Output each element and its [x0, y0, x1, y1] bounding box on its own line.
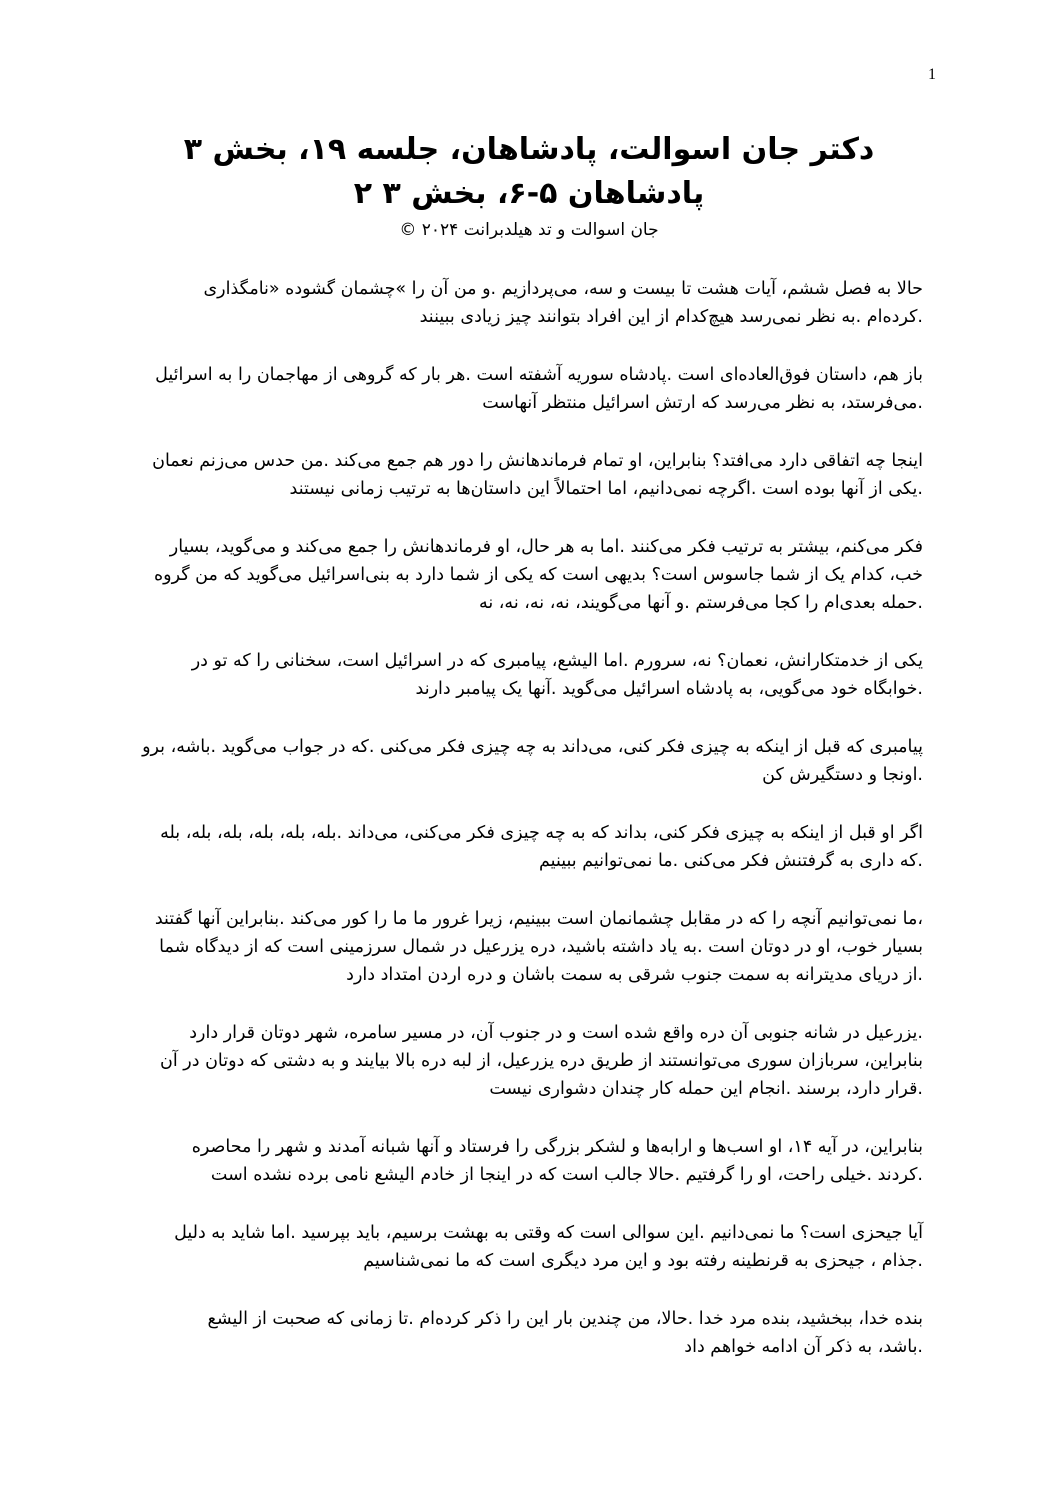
title-block: [0, 128, 1058, 244]
paragraph: [128, 819, 923, 875]
paragraph-line: .کرده‌ام .به نظر نمی‌رسد هیچ‌کدام از این افراد بتوانند چیز زیادی ببینند: [419, 307, 923, 327]
paragraph-line: اینجا چه اتفاقی دارد می‌افتد؟ بنابراین، او تمام فرماندهانش را دور هم جمع می‌کند .من حدس می‌زنم نعمان: [152, 451, 923, 471]
paragraph: [128, 447, 923, 503]
paragraph: [128, 733, 923, 789]
title-line-1: دکتر جان اسوالت، پادشاهان، جلسه ۱۹، بخش ۳: [183, 132, 875, 167]
paragraph-line: اگر او قبل از اینکه به چیزی فکر کنی، بداند که به چه چیزی فکر می‌کنی، می‌داند .بله، بله، بله، بله، بله، بله: [160, 823, 923, 843]
paragraph-line: .حمله بعدی‌ام را کجا می‌فرستم .و آنها می‌گویند، نه، نه، نه، نه: [478, 593, 923, 613]
paragraph-line: خب، کدام یک از شما جاسوس است؟ بدیهی است که یکی از شما دارد به بنی‌اسرائیل می‌گوید که من گروه: [153, 565, 923, 585]
paragraph-line: .یکی از آنها بوده است .اگرچه نمی‌دانیم، اما احتمالاً این داستان‌ها به ترتیب زمانی نیستند: [289, 479, 923, 499]
paragraph-line: .اونجا و دستگیرش کن: [762, 765, 923, 785]
copyright-notice: جان اسوالت و تد هیلدبرانت ۲۰۲۴ ©: [399, 220, 659, 240]
paragraph: [128, 647, 923, 703]
paragraph: [128, 361, 923, 417]
paragraph-line: .قرار دارد، برسند .انجام این حمله کار چندان دشواری نیست: [489, 1079, 923, 1099]
paragraph: [128, 533, 923, 617]
paragraph-line: .از دریای مدیترانه به سمت جنوب شرقی به سمت باشان و دره اردن امتداد دارد: [346, 965, 923, 985]
paragraph: [128, 905, 923, 989]
paragraph-line: باز هم، داستان فوق‌العاده‌ای است .پادشاه سوریه آشفته است .هر بار که گروهی از مهاجمان را به اسرائیل: [155, 365, 923, 385]
body-text: [128, 275, 923, 1391]
paragraph-line: فکر می‌کنم، بیشتر به ترتیب فکر می‌کنند .اما به هر حال، او فرماندهانش را جمع می‌کند و می‌گوید، بسیار: [169, 537, 923, 557]
paragraph-line: آیا جیحزی است؟ ما نمی‌دانیم .این سوالی است که وقتی به بهشت برسیم، باید بپرسید .اما شاید به دلیل: [174, 1223, 923, 1243]
paragraph: [128, 1133, 923, 1189]
paragraph: [128, 275, 923, 331]
paragraph-line: .کردند .خیلی راحت، او را گرفتیم .حالا جالب است که در اینجا از خادم الیشع نامی برده نشده است: [210, 1165, 923, 1185]
paragraph-line: بنده خدا، ببخشید، بنده مرد خدا .حالا، من چندین بار این را ذکر کرده‌ام .تا زمانی که صحبت از الیشع: [207, 1309, 923, 1329]
paragraph: [128, 1305, 923, 1361]
paragraph-line: .خوابگاه خود می‌گویی، به پادشاه اسرائیل می‌گوید .آنها یک پیامبر دارند: [415, 679, 923, 699]
paragraph-line: .می‌فرستد، به نظر می‌رسد که ارتش اسرائیل منتظر آنهاست: [482, 393, 923, 413]
paragraph-line: بنابراین، در آیه ۱۴، او اسب‌ها و ارابه‌ها و لشکر بزرگی را فرستاد و آنها شبانه آمدند و شهر را محاصره: [191, 1137, 923, 1157]
paragraph-line: حالا به فصل ششم، آیات هشت تا بیست و سه، می‌پردازیم .و من آن را »چشمان گشوده «نامگذاری: [203, 279, 923, 299]
paragraph-line: ،ما نمی‌توانیم آنچه را که در مقابل چشمانمان است ببینیم، زیرا غرور ما ما را کور می‌کند .بنابراین آنها گفتند: [154, 909, 923, 929]
paragraph-line: .یزرعیل در شانه جنوبی آن دره واقع شده است و در جنوب آن، در مسیر سامره، شهر دوتان قرار دارد: [189, 1023, 923, 1043]
paragraph-line: بنابراین، سربازان سوری می‌توانستند از طریق دره یزرعیل، از لبه دره بالا بیایند و به دشتی که دوتان در آن: [159, 1051, 923, 1071]
paragraph: [128, 1019, 923, 1103]
page-number: 1: [928, 66, 936, 83]
paragraph-line: بسیار خوب، او در دوتان است .به یاد داشته باشید، دره یزرعیل در شمال سرزمینی است که از دیدگاه شما: [159, 937, 923, 957]
paragraph-line: .جذام ، جیحزی به قرنطینه رفته بود و این مرد دیگری است که ما نمی‌شناسیم: [363, 1251, 923, 1271]
paragraph-line: یکی از خدمتکارانش، نعمان؟ نه، سرورم .اما الیشع، پیامبری که در اسرائیل است، سخنانی را که تو در: [191, 651, 923, 671]
title-line-2: پادشاهان ۵-۶، بخش ۳ ۲: [353, 176, 705, 211]
paragraph: [128, 1219, 923, 1275]
paragraph-line: .باشد، به ذکر آن ادامه خواهم داد: [684, 1337, 923, 1357]
paragraph-line: پیامبری که قبل از اینکه به چیزی فکر کنی، می‌داند به چه چیزی فکر می‌کنی .که در جواب می‌گوید .باشه، برو: [142, 737, 923, 757]
paragraph-line: .که داری به گرفتنش فکر می‌کنی .ما نمی‌توانیم ببینیم: [539, 851, 923, 871]
